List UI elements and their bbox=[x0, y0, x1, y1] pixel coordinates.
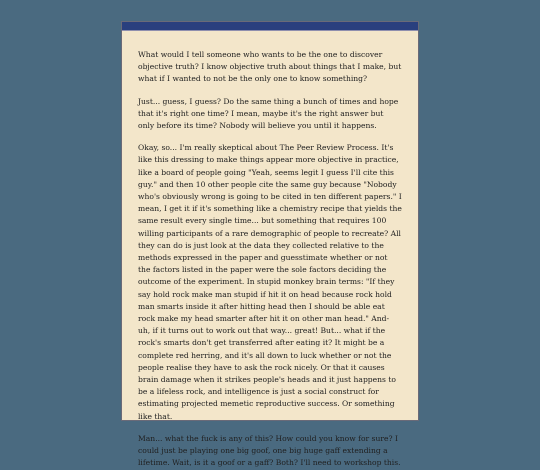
paragraph-4: Man... what the fuck is any of this? How could you know for sure? I could just be playing one big goof, one big huge gaff extending a lifetime. Wait, is it a goof or a gaff? Both? I'll need to workshop this. bbox=[138, 433, 401, 468]
paragraph-2: Just... guess, I guess? Do the same thing a bunch of times and hope that it's right one time? I mean, maybe it's the right answer but only before its time? Nobody will believe you until it happens. bbox=[138, 96, 399, 131]
paragraph-1: What would I tell someone who wants to be the one to discover objective truth? I know objective truth about things that I make, but what if I wanted to not be the only one to know something? bbox=[138, 50, 402, 84]
window-title-bar[interactable] bbox=[122, 22, 418, 31]
document-body bbox=[122, 31, 418, 470]
document-window bbox=[121, 21, 419, 468]
paragraph-3: Okay, so... I'm really skeptical about The Peer Review Process. It's like this dressing to make things appear more objective in practice, like a board of people going "Yeah, seems legit I guess I'll cite this guy." and then 10 other people cite the same guy because "Nobody who's obviously wrong is going to be cited in ten different papers." I mean, I get it if it's something like a chemistry recipe that yields the same result every single time... but something that requires 100 willing participants of a rare demographic of people to recreate? All they can do is just look at the data they collected relative to the methods expressed in the paper and guesstimate whether or not the factors listed in the paper were the sole factors deciding the outcome of the experiment. In stupid monkey brain terms: "If they say hold rock make man stupid if hit it on head because rock hold man smarts inside it after hitting head then I should be able eat rock make my head smarter after hit it on other man head." And- uh, if it turns out to work out that way... great! But... what if the rock's smarts don't get transferred after eating it? It might be a complete red herring, and it's all down to luck whether or not the people realise they have to ask the rock nicely. Or that it causes brain damage when it strikes people's heads and it just happens to be a lifeless rock, and intelligence is just a social construct for estimating projected memetic reproductive success. Or something like that. bbox=[138, 143, 402, 421]
